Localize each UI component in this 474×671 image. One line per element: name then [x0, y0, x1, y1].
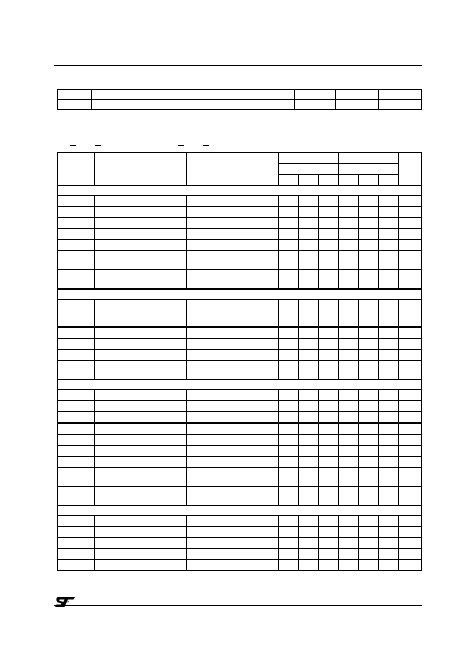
summary-table — [57, 89, 422, 110]
table-row — [58, 361, 422, 380]
table-row — [58, 240, 422, 251]
table-row — [58, 468, 422, 487]
section-row — [58, 506, 422, 516]
st-logo-icon — [54, 596, 76, 608]
table-row — [58, 90, 422, 100]
table-row — [58, 339, 422, 350]
table-row — [58, 446, 422, 457]
table-row — [58, 516, 422, 527]
table-row — [58, 350, 422, 361]
table-row — [58, 218, 422, 229]
table-row — [58, 487, 422, 506]
table-row — [58, 327, 422, 339]
table-row — [58, 207, 422, 218]
table-row — [58, 527, 422, 538]
table-row — [58, 549, 422, 560]
table-header-row — [58, 153, 422, 164]
table-row — [58, 560, 422, 571]
table-row — [58, 300, 422, 328]
table-row — [58, 401, 422, 412]
table-row — [58, 435, 422, 446]
overline-mark — [95, 145, 101, 146]
overline-mark — [178, 145, 184, 146]
table-row — [58, 196, 422, 207]
table-row — [58, 412, 422, 424]
overline-mark — [70, 145, 76, 146]
table-row — [58, 390, 422, 401]
section-row — [58, 289, 422, 300]
table-row — [58, 457, 422, 468]
table-row — [58, 251, 422, 270]
table-row — [58, 538, 422, 549]
table-row — [58, 229, 422, 240]
section-row — [58, 186, 422, 196]
table-row — [58, 100, 422, 110]
section-row — [58, 380, 422, 390]
footer-rule — [54, 605, 422, 606]
header-rule — [54, 65, 422, 66]
overline-mark — [203, 145, 209, 146]
characteristics-table — [57, 152, 422, 571]
table-row — [58, 423, 422, 435]
table-row — [58, 270, 422, 290]
